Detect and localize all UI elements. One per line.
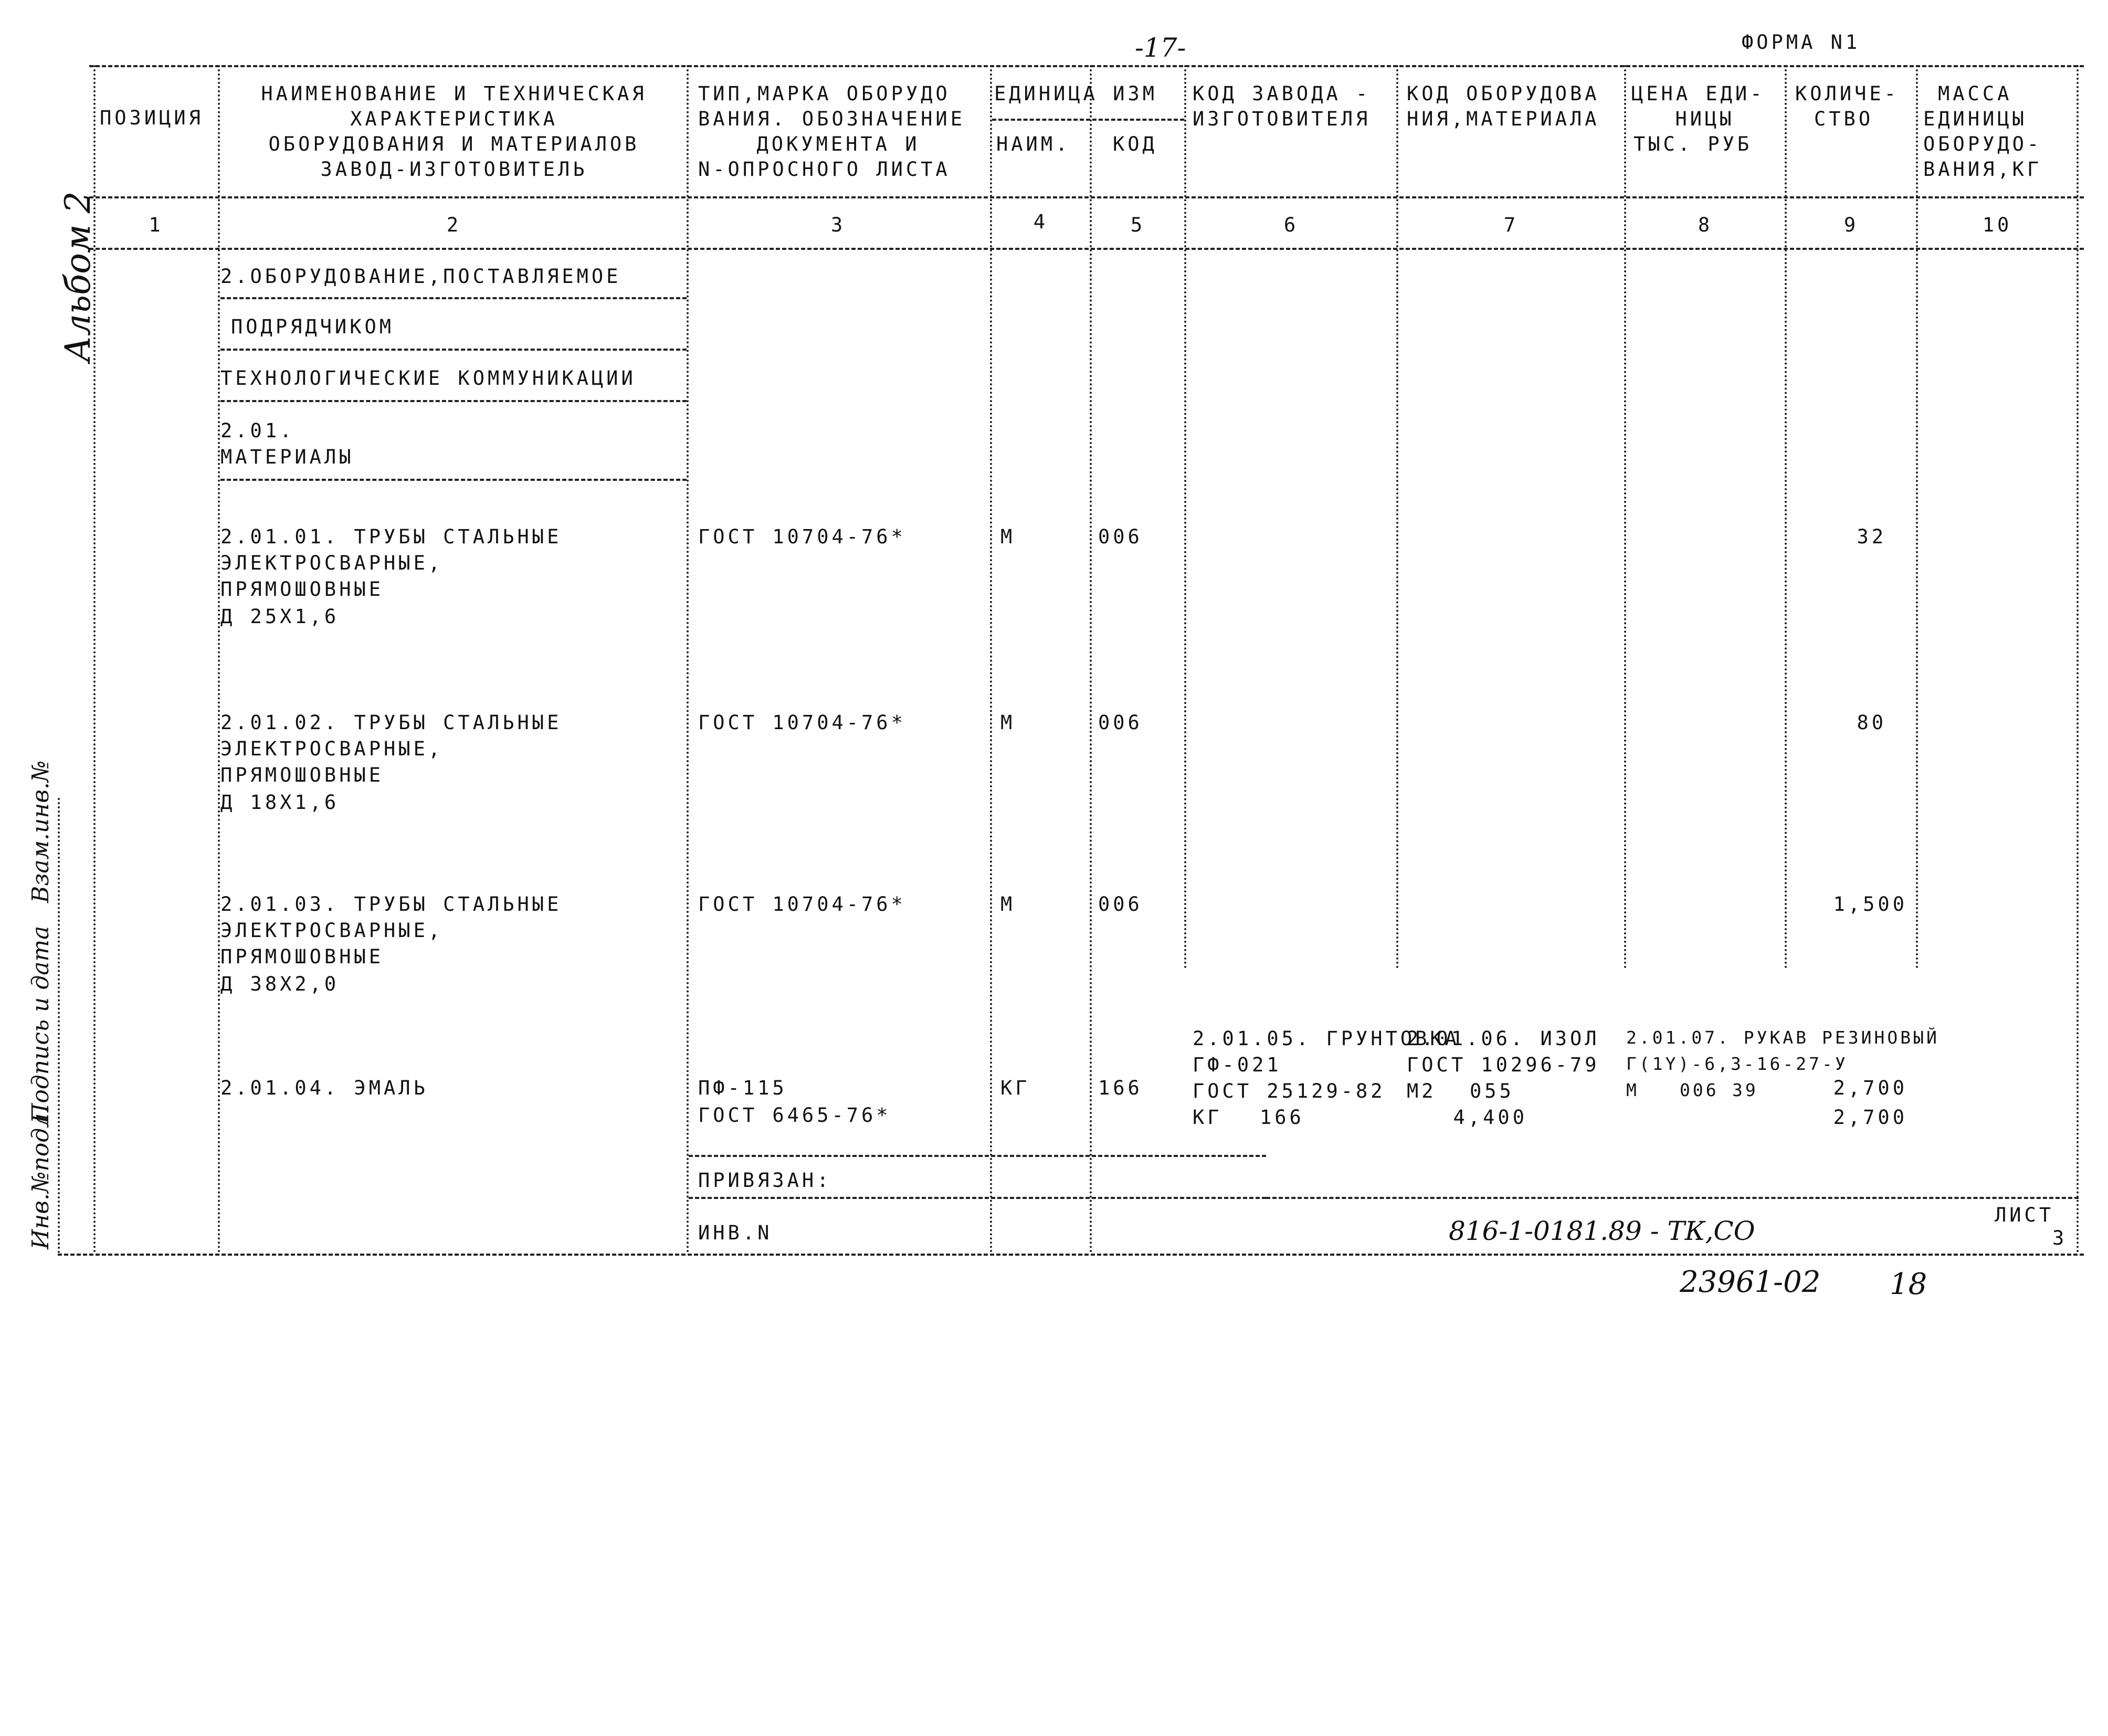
header-col8-line1: ЦЕНА ЕДИ- xyxy=(1631,82,1765,105)
header-col2-line2: ХАРАКТЕРИСТИКА xyxy=(350,108,558,130)
stamp-rule-mid xyxy=(689,1197,1266,1199)
margin-vzam-inv: Взам.инв.№ xyxy=(27,760,54,903)
archive-number: 23961-02 xyxy=(1680,1265,1821,1299)
col-sep-2 xyxy=(687,65,689,1254)
col-sep-10 xyxy=(2077,65,2079,1254)
item-name: 2.01.02. ТРУБЫ СТАЛЬНЫЕ xyxy=(220,711,562,734)
header-col6-line2: ИЗГОТОВИТЕЛЯ xyxy=(1193,108,1371,130)
item-unit: КГ xyxy=(1193,1106,1222,1129)
item-document: ГОСТ 10704-76* xyxy=(698,893,906,916)
header-col3-line2: ВАНИЯ. ОБОЗНАЧЕНИЕ xyxy=(698,108,965,130)
col-number-1: 1 xyxy=(149,214,164,236)
album-label: Альбом 2 xyxy=(58,191,98,362)
item-name: 2.01.04. ЭМАЛЬ xyxy=(220,1077,428,1099)
header-col5: КОД xyxy=(1113,133,1157,155)
item-name-line: Д 18Х1,6 xyxy=(220,791,340,814)
header-unit-rule xyxy=(992,119,1184,121)
section-rule-1 xyxy=(220,297,687,299)
header-col3-line1: ТИП,МАРКА ОБОРУДО xyxy=(698,82,951,105)
stamp-privyazan: ПРИВЯЗАН: xyxy=(698,1169,832,1192)
item-document: ГОСТ 10296-79 xyxy=(1407,1054,1600,1076)
section-rule-3 xyxy=(220,400,687,402)
item-quantity: 80 xyxy=(1857,711,1886,734)
item-unit-code: 006 xyxy=(1098,711,1143,734)
item-name-line: ПРЯМОШОВНЫЕ xyxy=(220,945,384,968)
col-sep-9 xyxy=(1916,65,1918,969)
header-col3-line3: ДОКУМЕНТА И xyxy=(756,133,920,155)
stamp-sheet-number: 3 xyxy=(2052,1227,2068,1249)
header-col8-line2: НИЦЫ xyxy=(1675,108,1735,130)
col-number-5: 5 xyxy=(1130,214,1146,236)
item-quantity: 2,700 xyxy=(1833,1077,1907,1099)
item-unit: М2 xyxy=(1407,1080,1437,1102)
col-sep-8 xyxy=(1785,65,1787,969)
margin-podpis-data: Подпись и дата xyxy=(27,925,54,1123)
item-unit-code: 006 xyxy=(1098,525,1143,548)
col-number-2: 2 xyxy=(446,214,462,236)
item-name-line: ЭЛЕКТРОСВАРНЫЕ, xyxy=(220,738,444,760)
col-number-4: 4 xyxy=(1033,211,1049,233)
header-col10-line3: ОБОРУДО- xyxy=(1923,133,2042,155)
margin-inv-podl: Инв.№подл. xyxy=(27,1106,54,1249)
item-name-line: ЭЛЕКТРОСВАРНЫЕ, xyxy=(220,552,444,574)
header-col6-line1: КОД ЗАВОДА - xyxy=(1193,82,1371,105)
item-unit: М xyxy=(1000,893,1016,916)
header-col1: ПОЗИЦИЯ xyxy=(100,107,204,129)
header-unit-group: ЕДИНИЦА ИЗМ xyxy=(994,82,1158,105)
item-document: ГФ-021 xyxy=(1193,1054,1282,1076)
item-quantity: 2,700 xyxy=(1833,1106,1907,1129)
item-quantity: 39 xyxy=(1732,1080,1758,1100)
stamp-rule-docline xyxy=(1266,1197,2079,1199)
header-col2-line3: ОБОРУДОВАНИЯ И МАТЕРИАЛОВ xyxy=(268,133,640,155)
header-col7-line2: НИЯ,МАТЕРИАЛА xyxy=(1407,108,1600,130)
archive-page: 18 xyxy=(1890,1267,1927,1301)
item-unit-code: 166 xyxy=(1260,1106,1304,1129)
section-line-number: 2.01. xyxy=(220,419,295,442)
col-sep-5 xyxy=(1184,65,1186,969)
col-number-7: 7 xyxy=(1503,214,1519,236)
item-quantity: 4,400 xyxy=(1453,1106,1527,1129)
section-rule-4 xyxy=(220,479,687,481)
section-line-equipment: 2.ОБОРУДОВАНИЕ,ПОСТАВЛЯЕМОЕ xyxy=(220,265,621,288)
item-unit-code: 006 xyxy=(1098,893,1143,916)
header-col9-line1: КОЛИЧЕ- xyxy=(1795,82,1899,105)
item-name-line: Д 25Х1,6 xyxy=(220,605,340,628)
header-col3-line4: N-ОПРОСНОГО ЛИСТА xyxy=(698,158,951,181)
section-line-materials: МАТЕРИАЛЫ xyxy=(220,446,354,468)
stamp-document-code: 816-1-0181.89 - ТК,СО xyxy=(1449,1216,1755,1246)
col-number-10: 10 xyxy=(1982,214,2012,236)
page-number: -17- xyxy=(1135,33,1186,63)
margin-line xyxy=(58,798,60,1254)
item-unit-code: 006 xyxy=(1680,1080,1719,1100)
item-unit: М xyxy=(1626,1080,1639,1100)
form-label: ФОРМА N1 xyxy=(1742,31,1861,54)
header-col10-line1: МАССА xyxy=(1938,82,2012,105)
col-sep-7 xyxy=(1624,65,1626,969)
col-number-9: 9 xyxy=(1843,214,1859,236)
item-name: 2.01.07. РУКАВ РЕЗИНОВЫЙ xyxy=(1626,1027,1940,1048)
col-sep-4 xyxy=(1090,65,1092,1254)
item-document: ПФ-115 xyxy=(698,1077,787,1099)
col-number-6: 6 xyxy=(1283,214,1299,236)
col-sep-6 xyxy=(1396,65,1398,969)
header-col9-line2: СТВО xyxy=(1814,108,1874,130)
item-name: 2.01.01. ТРУБЫ СТАЛЬНЫЕ xyxy=(220,525,562,548)
item-document-line: ГОСТ 6465-76* xyxy=(698,1104,891,1127)
item-document: ГОСТ 10704-76* xyxy=(698,525,906,548)
header-col2-line1: НАИМЕНОВАНИЕ И ТЕХНИЧЕСКАЯ xyxy=(261,82,647,105)
item-name: 2.01.03. ТРУБЫ СТАЛЬНЫЕ xyxy=(220,893,562,916)
item-name-line: ЭЛЕКТРОСВАРНЫЕ, xyxy=(220,919,444,942)
stamp-sheet-label: ЛИСТ xyxy=(1995,1204,2054,1226)
header-col7-line1: КОД ОБОРУДОВА xyxy=(1407,82,1600,105)
header-col10-line4: ВАНИЯ,КГ xyxy=(1923,158,2042,181)
item-quantity: 32 xyxy=(1857,525,1886,548)
col-number-3: 3 xyxy=(830,214,846,236)
header-col10-line2: ЕДИНИЦЫ xyxy=(1923,108,2027,130)
header-col2-line4: ЗАВОД-ИЗГОТОВИТЕЛЬ xyxy=(320,158,588,181)
item-document: Г(1Y)-6,3-16-27-У xyxy=(1626,1054,1848,1074)
item-quantity: 1,500 xyxy=(1833,893,1907,916)
item-document: ГОСТ 10704-76* xyxy=(698,711,906,734)
header-col4: НАИМ. xyxy=(996,133,1071,155)
item-unit: М xyxy=(1000,525,1016,548)
section-rule-2 xyxy=(220,349,687,351)
item-name: 2.01.06. ИЗОЛ xyxy=(1407,1027,1600,1050)
section-line-contractor: ПОДРЯДЧИКОМ xyxy=(231,315,395,338)
header-col8-line3: ТЫС. РУБ xyxy=(1633,133,1753,155)
item-name: 2.01.05. ГРУНТОВКА xyxy=(1193,1027,1460,1050)
item-unit: М xyxy=(1000,711,1016,734)
stamp-rule-top xyxy=(689,1155,1266,1157)
item-name-line: Д 38Х2,0 xyxy=(220,973,340,995)
col-sep-3 xyxy=(990,65,992,1254)
stamp-inv-n: ИНВ.N xyxy=(698,1222,773,1244)
item-name-line: ПРЯМОШОВНЫЕ xyxy=(220,578,384,601)
col-number-8: 8 xyxy=(1698,214,1713,236)
rule-bottom xyxy=(58,1254,2084,1256)
item-unit: КГ xyxy=(1000,1077,1030,1099)
item-document-line: ГОСТ 25129-82 xyxy=(1193,1080,1386,1102)
item-unit-code: 055 xyxy=(1470,1080,1514,1102)
item-unit-code: 166 xyxy=(1098,1077,1143,1099)
section-line-communications: ТЕХНОЛОГИЧЕСКИЕ КОММУНИКАЦИИ xyxy=(220,367,636,390)
item-name-line: ПРЯМОШОВНЫЕ xyxy=(220,764,384,786)
col-sep-1 xyxy=(218,65,220,1254)
